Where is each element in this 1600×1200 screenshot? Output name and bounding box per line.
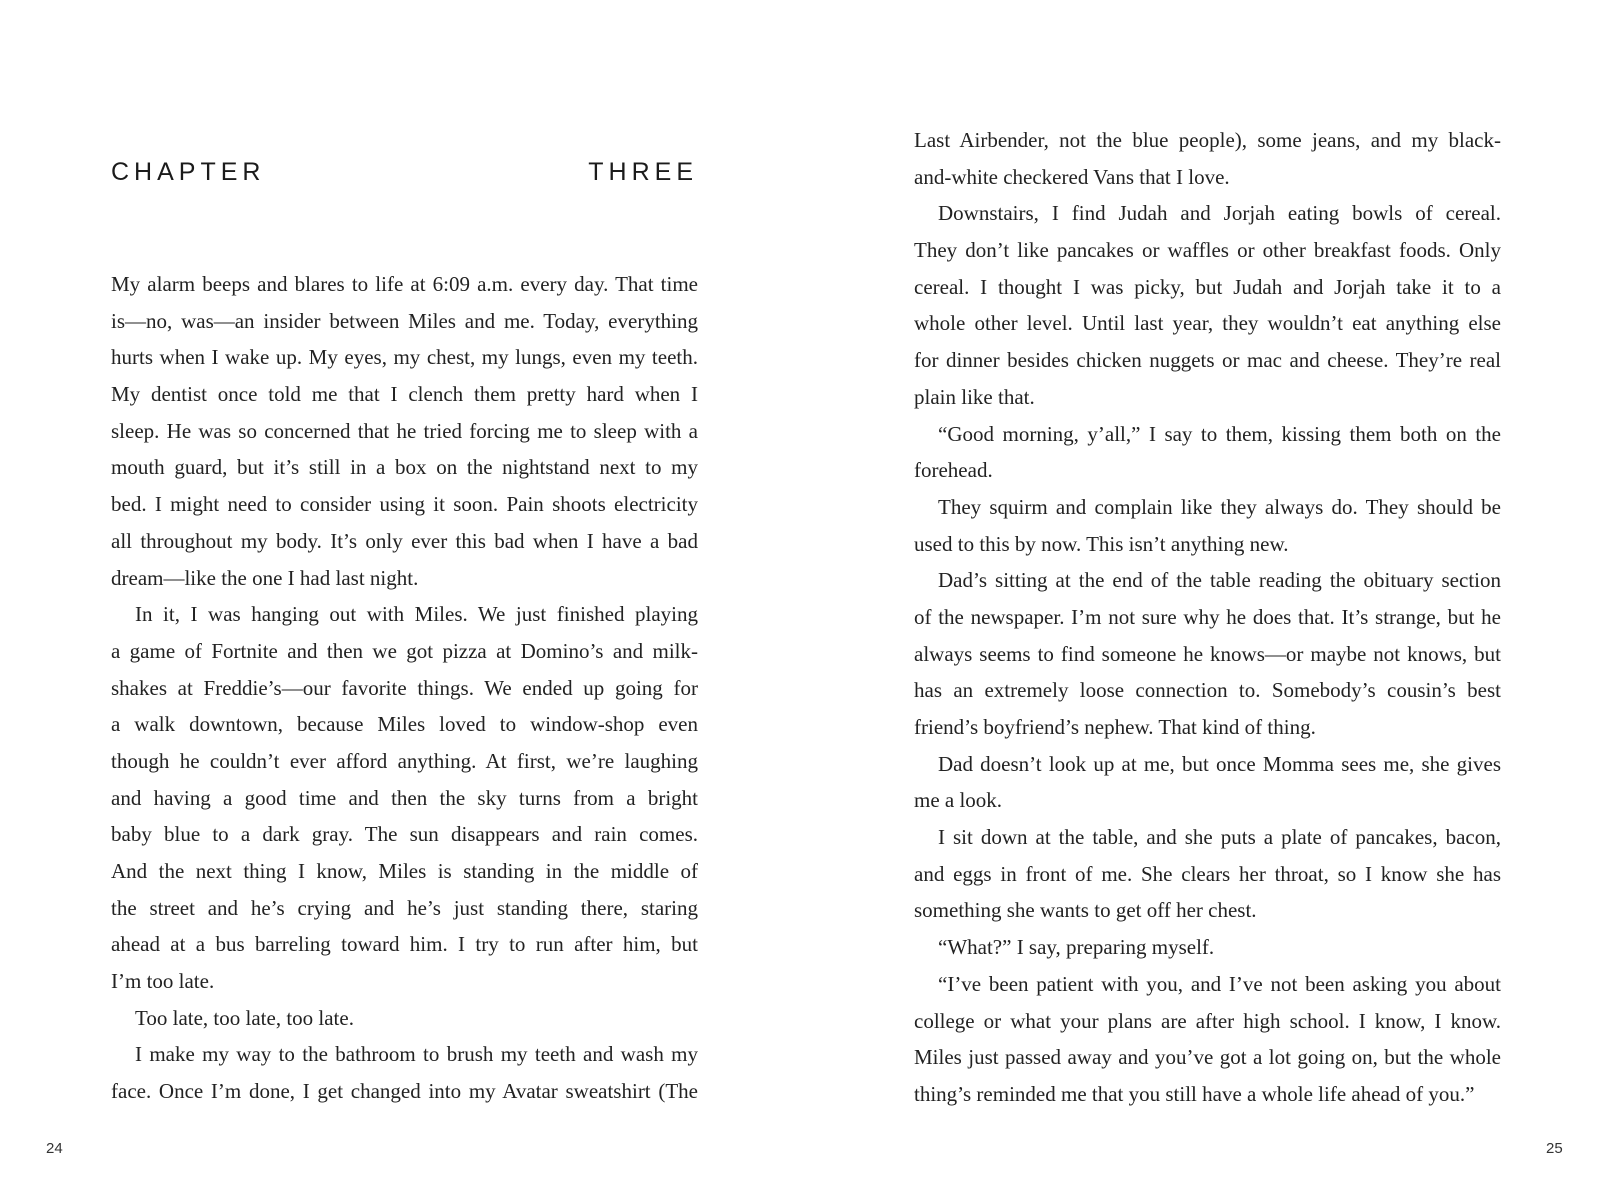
text-line: friend’s boyfriend’s nephew. That kind of thing. (914, 715, 1316, 739)
text-line: and-white checkered Vans that I love. (914, 164, 1230, 189)
text-line: and having a good time and then the sky turns from a bright (111, 785, 698, 810)
text-line: Miles just passed away and you’ve got a lot going on, but the whole (914, 1045, 1501, 1070)
text-line: bed. I might need to consider using it soon. Pain shoots electricity (111, 492, 698, 517)
text-line: “Good morning, y’all,” I say to them, kissing them both on the (938, 421, 1501, 446)
text-line: and eggs in front of me. She clears her throat, so I know she has (914, 861, 1501, 886)
text-line: mouth guard, but it’s still in a box on the nightstand next to my (111, 455, 698, 480)
text-line: for dinner besides chicken nuggets or mac and cheese. They’re real (914, 348, 1501, 373)
text-line: Last Airbender, not the blue people), some jeans, and my black- (914, 128, 1501, 152)
text-line: sleep. He was so concerned that he tried forcing me to sleep with a (111, 418, 698, 443)
text-line: They squirm and complain like they always do. They should be (938, 494, 1501, 519)
text-line: Too late, too late, too late. (135, 1005, 354, 1030)
text-line: “I’ve been patient with you, and I’ve not been asking you about (938, 971, 1501, 996)
text-line: though he couldn’t ever afford anything. At first, we’re laughing (111, 748, 698, 773)
text-line: baby blue to a dark gray. The sun disappears and rain comes. (111, 822, 698, 847)
text-line: And the next thing I know, Miles is standing in the middle of (111, 859, 698, 883)
text-line: shakes at Freddie’s—our favorite things. We ended up going for (111, 675, 698, 700)
right-page (800, 0, 1600, 1200)
right-page-number: 25 (1546, 1140, 1563, 1157)
text-line: thing’s reminded me that you still have a whole life ahead of you.” (914, 1081, 1475, 1106)
text-line: I make my way to the bathroom to brush my teeth and wash my (135, 1042, 698, 1067)
left-page-number: 24 (46, 1140, 63, 1157)
text-line: a game of Fortnite and then we got pizza at Domino’s and milk- (111, 638, 698, 663)
text-line: has an extremely loose connection to. Somebody’s cousin’s best (914, 678, 1501, 703)
text-line: whole other level. Until last year, they wouldn’t eat anything else (914, 311, 1501, 336)
text-line: ahead at a bus barreling toward him. I try to run after him, but (111, 932, 698, 957)
text-line: dream—like the one I had last night. (111, 565, 419, 590)
chapter-number: THREE (588, 158, 698, 186)
text-line: all throughout my body. It’s only ever this bad when I have a bad (111, 528, 698, 553)
text-line: a walk downtown, because Miles loved to window-shop even (111, 712, 698, 737)
text-line: something she wants to get off her chest. (914, 898, 1257, 923)
text-line: forehead. (914, 458, 993, 483)
text-line: In it, I was hanging out with Miles. We just finished playing (135, 602, 698, 627)
text-line: My alarm beeps and blares to life at 6:09 a.m. every day. That time (111, 272, 698, 296)
text-line: I’m too late. (111, 969, 215, 994)
text-line: Dad’s sitting at the end of the table reading the obituary section (938, 568, 1501, 593)
text-line: used to this by now. This isn’t anything new. (914, 531, 1289, 556)
text-line: the street and he’s crying and he’s just standing there, staring (111, 895, 698, 920)
text-line: always seems to find someone he knows—or maybe not knows, but (914, 641, 1501, 666)
text-line: Dad doesn’t look up at me, but once Momma sees me, she gives (938, 751, 1501, 776)
text-line: They don’t like pancakes or waffles or other breakfast foods. Only (914, 238, 1501, 263)
text-line: “What?” I say, preparing myself. (938, 935, 1215, 960)
text-line: Downstairs, I find Judah and Jorjah eating bowls of cereal. (938, 201, 1501, 226)
text-line: is—no, was—an insider between Miles and me. Today, everything (111, 308, 698, 333)
text-line: me a look. (914, 788, 1003, 813)
left-page-body-text (111, 266, 698, 1110)
text-line: plain like that. (914, 384, 1035, 409)
text-line: hurts when I wake up. My eyes, my chest, my lungs, even my teeth. (111, 345, 698, 370)
chapter-heading (111, 158, 698, 187)
text-line: college or what your plans are after high school. I know, I know. (914, 1008, 1501, 1033)
chapter-word: CHAPTER (111, 158, 266, 186)
text-line: cereal. I thought I was picky, but Judah and Jorjah take it to a (914, 274, 1501, 299)
text-line: of the newspaper. I’m not sure why he does that. It’s strange, but he (914, 604, 1501, 629)
text-line: My dentist once told me that I clench them pretty hard when I (111, 382, 698, 407)
text-line: face. Once I’m done, I get changed into my Avatar sweatshirt (The (111, 1079, 698, 1104)
text-line: I sit down at the table, and she puts a plate of pancakes, bacon, (938, 825, 1501, 850)
right-page-body-text (914, 122, 1501, 1113)
